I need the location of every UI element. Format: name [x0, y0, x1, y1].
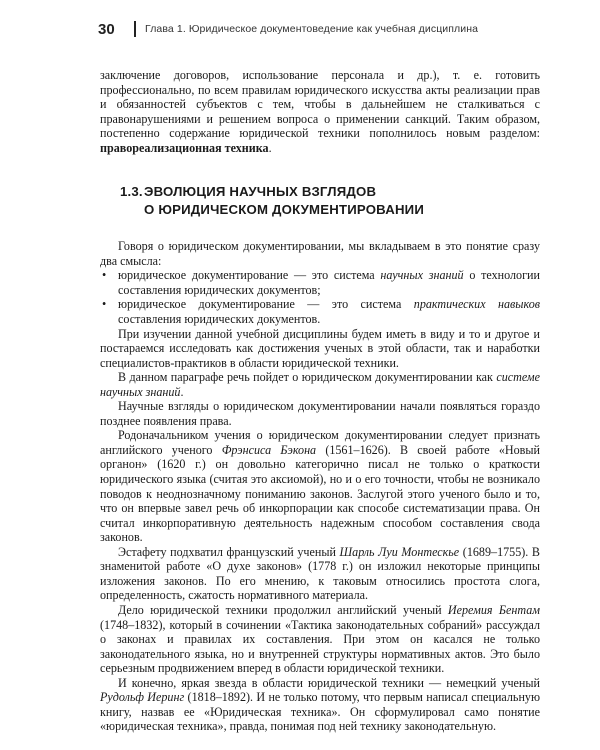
p7-italic: Иеремия Бентам: [447, 602, 540, 617]
p3-text: В данном параграфе речь пойдет о юридическом документировании как: [118, 370, 497, 385]
section-number: 1.3.: [120, 184, 143, 200]
bullet-text: юридическое документирование — это система: [118, 297, 414, 312]
page-body: [100, 68, 540, 734]
bullet-italic: научных знаний: [380, 268, 464, 283]
p6-text: Эстафету подхватил французский ученый: [118, 544, 340, 559]
paragraph-6: [100, 545, 540, 603]
section-heading: [120, 183, 540, 219]
p5-italic: Фрэнсиса Бэкона: [221, 442, 317, 457]
p5-text: Родоначальником учения о юридическом документировании следует признать английского ученого: [100, 428, 540, 457]
p8-italic: Рудольф Иеринг: [100, 690, 185, 705]
p7-end: (1748–1832), который в сочинении «Тактика законодательных собраний» рассуждал о законах и правилах их составления. При этом он касался не только законодательного языка, но и внутренней структуры нормативных актов. Это было серьезным продвижением вперед в области юридической техники.: [100, 617, 540, 676]
intro-end: .: [268, 140, 272, 155]
bullet-marker: •: [102, 268, 107, 283]
p5-end: (1561–1626). В своей работе «Новый органон» (1620 г.) он довольно категорично писал не только о краткости юридического языка (считая это аксиомой), но и о его точности, чтобы не возникало поводов к неоднозначному пониманию законов. Заслугой этого ученого было и то, что он впервые завел речь об инкорпорации как способе систематизации права. Он считал инкорпоративную деятельность надежным способом составления свода законов.: [100, 442, 540, 545]
bullet-text-end: составления юридических документов.: [118, 312, 321, 327]
intro-text: заключение договоров, использование персонала и др.), т. е. готовить профессионально, по всем правилам юридического искусства акты реализации прав и обязанностей субъектов с тем, чтобы в дальнейшем не сталкиваться с правонарушениями и решением вопроса о применении санкций. Таким образом, постепенно содержание юридической техники пополнилось новым разделом:: [100, 68, 540, 141]
paragraph-8: [100, 676, 540, 734]
paragraph-3: [100, 370, 540, 399]
p7-text: Дело юридической техники продолжил английский ученый: [118, 602, 448, 617]
bullet-marker: •: [102, 297, 107, 312]
bullet-text-end: о технологии составления юридических документов;: [118, 268, 540, 297]
p6-italic: Шарль Луи Монтескье: [339, 544, 460, 559]
p3-italic: системе научных знаний: [100, 370, 540, 399]
running-header: [98, 18, 558, 40]
intro-bold-term: правореализационная техника: [100, 140, 269, 155]
bullet-item-2: [100, 297, 540, 326]
intro-paragraph: [100, 68, 540, 155]
page-number: 30: [98, 20, 115, 38]
paragraph-2: При изучении данной учебной дисциплины будем иметь в виду и то и другое и постараемся исследовать как достижения ученых в этой области, так и наработки специалистов-практиков в области юридической техники.: [100, 326, 540, 370]
p8-end: (1818–1892). И не только потому, что первым написал специальную книгу, назвав ее «Юридическая техника». Он сформулировал само понятие «юридическая техника», правда, понимая под ней технику законодательную.: [100, 690, 540, 734]
bullet-text: юридическое документирование — это система: [118, 268, 381, 283]
paragraph-7: [100, 603, 540, 676]
paragraph-5: [100, 428, 540, 544]
paragraph-1: Говоря о юридическом документировании, мы вкладываем в это понятие сразу два смысла:: [100, 239, 540, 268]
running-title: Глава 1. Юридическое документоведение как учебная дисциплина: [145, 23, 479, 35]
p3-end: .: [180, 384, 184, 399]
header-divider: [134, 21, 136, 37]
paragraph-4: Научные взгляды о юридическом документировании начали появляться гораздо позднее появления права.: [100, 399, 540, 428]
p8-text: И конечно, яркая звезда в области юридической техники — немецкий ученый: [118, 675, 540, 690]
section-title-line1: ЭВОЛЮЦИЯ НАУЧНЫХ ВЗГЛЯДОВ: [144, 184, 377, 200]
bullet-italic: практических навыков: [413, 297, 540, 312]
bullet-item-1: [100, 268, 540, 297]
bullet-list: [100, 268, 540, 326]
p6-end: (1689–1755). В знаменитой работе «О духе законов» (1778 г.) он изложил некоторые принципы изложения законов. По его мнению, к таковым относились простота слога, определенность, сжатость нормативного материала.: [100, 544, 540, 603]
section-title-line2: О ЮРИДИЧЕСКОМ ДОКУМЕНТИРОВАНИИ: [144, 202, 425, 218]
